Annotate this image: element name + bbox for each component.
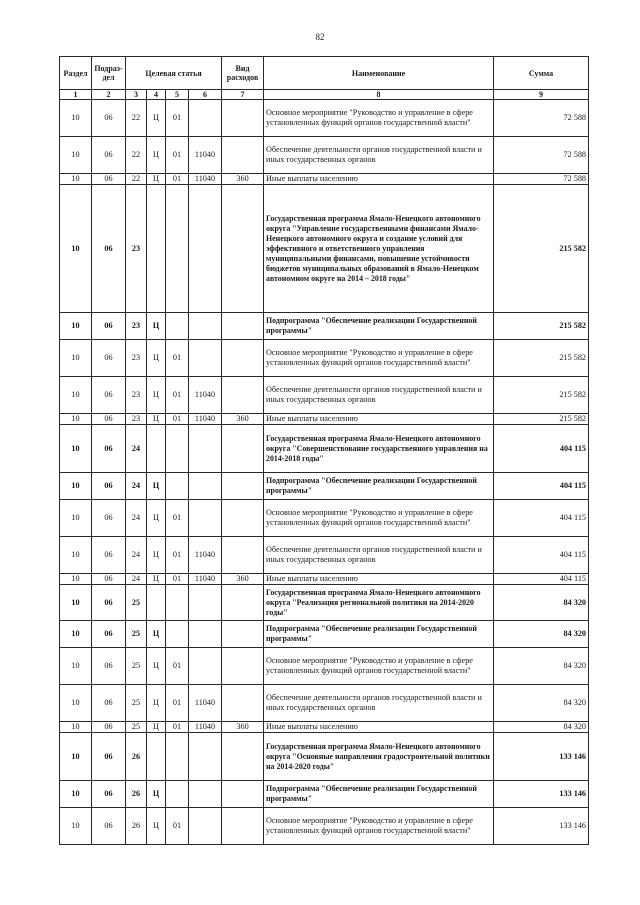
budget-table xyxy=(59,56,589,845)
target-part2-cell: Ц xyxy=(147,621,166,648)
vid-cell xyxy=(222,733,264,781)
target-part2-cell: Ц xyxy=(147,100,166,137)
target-part1-cell: 25 xyxy=(126,585,147,621)
col-number: 1 xyxy=(60,90,92,100)
sum-cell: 84 320 xyxy=(494,722,589,733)
target-part1-cell: 24 xyxy=(126,574,147,585)
target-part4-cell xyxy=(189,473,222,500)
target-part1-cell: 25 xyxy=(126,722,147,733)
vid-cell xyxy=(222,425,264,473)
table-row xyxy=(60,733,589,781)
name-cell: Государственная программа Ямало-Ненецкого автономного округа "Управление государственными финансами Ямало-Ненецкого автономного округа и создание условий для эффективного и ответственного управления муниципальными финансами, повышение устойчивости бюджетов муниципальных образований в Ямало-Ненецком автономном округе на 2014 – 2018 годы" xyxy=(264,185,494,313)
vid-cell xyxy=(222,781,264,808)
table-row xyxy=(60,377,589,414)
razdel-cell: 10 xyxy=(60,377,92,414)
name-cell: Иные выплаты населению xyxy=(264,414,494,425)
target-part4-cell xyxy=(189,808,222,845)
name-cell: Государственная программа Ямало-Ненецкого автономного округа "Основные направления градостроительной политики на 2014-2020 годы" xyxy=(264,733,494,781)
header-target: Целевая статья xyxy=(126,57,222,90)
target-part1-cell: 22 xyxy=(126,174,147,185)
column-number-row xyxy=(60,90,589,100)
target-part2-cell xyxy=(147,585,166,621)
sum-cell: 133 146 xyxy=(494,781,589,808)
razdel-cell: 10 xyxy=(60,808,92,845)
podrazdel-cell: 06 xyxy=(92,733,126,781)
col-number: 3 xyxy=(126,90,147,100)
vid-cell: 360 xyxy=(222,574,264,585)
target-part1-cell: 23 xyxy=(126,185,147,313)
razdel-cell: 10 xyxy=(60,585,92,621)
table-row xyxy=(60,685,589,722)
target-part2-cell xyxy=(147,185,166,313)
col-number: 5 xyxy=(166,90,189,100)
table-row xyxy=(60,340,589,377)
table-header-row xyxy=(60,57,589,90)
target-part1-cell: 26 xyxy=(126,733,147,781)
table-body xyxy=(60,100,589,845)
target-part3-cell: 01 xyxy=(166,648,189,685)
target-part2-cell: Ц xyxy=(147,377,166,414)
target-part1-cell: 23 xyxy=(126,313,147,340)
podrazdel-cell: 06 xyxy=(92,500,126,537)
name-cell: Обеспечение деятельности органов государственной власти и иных государственных органов xyxy=(264,685,494,722)
header-podrazdel: Подраз-дел xyxy=(92,57,126,90)
razdel-cell: 10 xyxy=(60,473,92,500)
col-number: 6 xyxy=(189,90,222,100)
target-part4-cell xyxy=(189,585,222,621)
sum-cell: 215 582 xyxy=(494,414,589,425)
target-part4-cell xyxy=(189,621,222,648)
razdel-cell: 10 xyxy=(60,414,92,425)
razdel-cell: 10 xyxy=(60,722,92,733)
target-part3-cell: 01 xyxy=(166,685,189,722)
vid-cell xyxy=(222,537,264,574)
target-part4-cell xyxy=(189,648,222,685)
name-cell: Иные выплаты населению xyxy=(264,722,494,733)
podrazdel-cell: 06 xyxy=(92,137,126,174)
target-part4-cell: 11040 xyxy=(189,377,222,414)
header-name: Наименование xyxy=(264,57,494,90)
name-cell: Подпрограмма "Обеспечение реализации Государственной программы" xyxy=(264,781,494,808)
name-cell: Основное мероприятие "Руководство и управление в сфере установленных функций органов государственной власти" xyxy=(264,100,494,137)
target-part4-cell: 11040 xyxy=(189,137,222,174)
razdel-cell: 10 xyxy=(60,313,92,340)
name-cell: Обеспечение деятельности органов государственной власти и иных государственных органов xyxy=(264,137,494,174)
table-row xyxy=(60,621,589,648)
target-part4-cell: 11040 xyxy=(189,174,222,185)
sum-cell: 133 146 xyxy=(494,808,589,845)
name-cell: Подпрограмма "Обеспечение реализации Государственной программы" xyxy=(264,621,494,648)
sum-cell: 72 588 xyxy=(494,174,589,185)
table-row xyxy=(60,648,589,685)
sum-cell: 404 115 xyxy=(494,574,589,585)
target-part1-cell: 24 xyxy=(126,425,147,473)
target-part4-cell: 11040 xyxy=(189,414,222,425)
target-part3-cell: 01 xyxy=(166,340,189,377)
target-part1-cell: 22 xyxy=(126,137,147,174)
header-razdel: Раздел xyxy=(60,57,92,90)
target-part2-cell: Ц xyxy=(147,473,166,500)
header-vid: Вид расходов xyxy=(222,57,264,90)
target-part3-cell: 01 xyxy=(166,174,189,185)
target-part2-cell xyxy=(147,733,166,781)
table-row xyxy=(60,473,589,500)
target-part4-cell: 11040 xyxy=(189,685,222,722)
target-part1-cell: 23 xyxy=(126,340,147,377)
sum-cell: 404 115 xyxy=(494,500,589,537)
vid-cell xyxy=(222,185,264,313)
target-part4-cell xyxy=(189,781,222,808)
target-part2-cell xyxy=(147,425,166,473)
table-row xyxy=(60,781,589,808)
table-row xyxy=(60,185,589,313)
razdel-cell: 10 xyxy=(60,137,92,174)
target-part4-cell xyxy=(189,313,222,340)
target-part3-cell: 01 xyxy=(166,137,189,174)
podrazdel-cell: 06 xyxy=(92,174,126,185)
target-part1-cell: 26 xyxy=(126,808,147,845)
target-part1-cell: 26 xyxy=(126,781,147,808)
razdel-cell: 10 xyxy=(60,574,92,585)
target-part4-cell: 11040 xyxy=(189,537,222,574)
col-number: 4 xyxy=(147,90,166,100)
header-sum: Сумма xyxy=(494,57,589,90)
target-part4-cell xyxy=(189,100,222,137)
podrazdel-cell: 06 xyxy=(92,574,126,585)
podrazdel-cell: 06 xyxy=(92,313,126,340)
table-row xyxy=(60,500,589,537)
target-part1-cell: 24 xyxy=(126,537,147,574)
col-number: 8 xyxy=(264,90,494,100)
podrazdel-cell: 06 xyxy=(92,621,126,648)
target-part1-cell: 25 xyxy=(126,648,147,685)
table-row xyxy=(60,722,589,733)
razdel-cell: 10 xyxy=(60,537,92,574)
target-part1-cell: 24 xyxy=(126,473,147,500)
target-part2-cell: Ц xyxy=(147,340,166,377)
name-cell: Подпрограмма "Обеспечение реализации Государственной программы" xyxy=(264,473,494,500)
razdel-cell: 10 xyxy=(60,733,92,781)
vid-cell xyxy=(222,621,264,648)
target-part4-cell xyxy=(189,500,222,537)
podrazdel-cell: 06 xyxy=(92,685,126,722)
table-row xyxy=(60,313,589,340)
podrazdel-cell: 06 xyxy=(92,537,126,574)
target-part2-cell: Ц xyxy=(147,174,166,185)
target-part3-cell: 01 xyxy=(166,722,189,733)
target-part3-cell: 01 xyxy=(166,808,189,845)
target-part1-cell: 23 xyxy=(126,377,147,414)
razdel-cell: 10 xyxy=(60,500,92,537)
podrazdel-cell: 06 xyxy=(92,425,126,473)
target-part2-cell: Ц xyxy=(147,313,166,340)
name-cell: Основное мероприятие "Руководство и управление в сфере установленных функций органов государственной власти" xyxy=(264,500,494,537)
table-row xyxy=(60,585,589,621)
sum-cell: 404 115 xyxy=(494,537,589,574)
razdel-cell: 10 xyxy=(60,685,92,722)
target-part3-cell xyxy=(166,313,189,340)
razdel-cell: 10 xyxy=(60,621,92,648)
vid-cell xyxy=(222,648,264,685)
target-part3-cell xyxy=(166,733,189,781)
podrazdel-cell: 06 xyxy=(92,585,126,621)
col-number: 2 xyxy=(92,90,126,100)
target-part3-cell: 01 xyxy=(166,100,189,137)
vid-cell xyxy=(222,808,264,845)
sum-cell: 84 320 xyxy=(494,621,589,648)
target-part3-cell: 01 xyxy=(166,414,189,425)
table-row xyxy=(60,425,589,473)
target-part3-cell xyxy=(166,621,189,648)
podrazdel-cell: 06 xyxy=(92,377,126,414)
razdel-cell: 10 xyxy=(60,340,92,377)
podrazdel-cell: 06 xyxy=(92,808,126,845)
vid-cell xyxy=(222,473,264,500)
target-part3-cell xyxy=(166,425,189,473)
razdel-cell: 10 xyxy=(60,648,92,685)
target-part2-cell: Ц xyxy=(147,685,166,722)
sum-cell: 133 146 xyxy=(494,733,589,781)
name-cell: Государственная программа Ямало-Ненецкого автономного округа "Совершенствование государственного управления на 2014-2018 годы" xyxy=(264,425,494,473)
razdel-cell: 10 xyxy=(60,185,92,313)
target-part2-cell: Ц xyxy=(147,574,166,585)
target-part2-cell: Ц xyxy=(147,648,166,685)
sum-cell: 84 320 xyxy=(494,648,589,685)
sum-cell: 215 582 xyxy=(494,185,589,313)
col-number: 9 xyxy=(494,90,589,100)
sum-cell: 72 588 xyxy=(494,137,589,174)
sum-cell: 404 115 xyxy=(494,473,589,500)
target-part3-cell xyxy=(166,585,189,621)
target-part3-cell: 01 xyxy=(166,500,189,537)
target-part4-cell xyxy=(189,185,222,313)
target-part4-cell xyxy=(189,425,222,473)
podrazdel-cell: 06 xyxy=(92,473,126,500)
vid-cell xyxy=(222,137,264,174)
target-part2-cell: Ц xyxy=(147,137,166,174)
vid-cell xyxy=(222,100,264,137)
vid-cell: 360 xyxy=(222,722,264,733)
name-cell: Обеспечение деятельности органов государственной власти и иных государственных органов xyxy=(264,377,494,414)
target-part4-cell: 11040 xyxy=(189,722,222,733)
sum-cell: 404 115 xyxy=(494,425,589,473)
col-number: 7 xyxy=(222,90,264,100)
target-part2-cell: Ц xyxy=(147,414,166,425)
name-cell: Подпрограмма "Обеспечение реализации Государственной программы" xyxy=(264,313,494,340)
target-part2-cell: Ц xyxy=(147,500,166,537)
target-part4-cell: 11040 xyxy=(189,574,222,585)
podrazdel-cell: 06 xyxy=(92,100,126,137)
target-part1-cell: 25 xyxy=(126,685,147,722)
sum-cell: 215 582 xyxy=(494,313,589,340)
target-part4-cell xyxy=(189,340,222,377)
table-row xyxy=(60,574,589,585)
vid-cell: 360 xyxy=(222,414,264,425)
name-cell: Основное мероприятие "Руководство и управление в сфере установленных функций органов государственной власти" xyxy=(264,808,494,845)
vid-cell xyxy=(222,500,264,537)
table-row xyxy=(60,808,589,845)
target-part1-cell: 23 xyxy=(126,414,147,425)
target-part3-cell xyxy=(166,185,189,313)
target-part2-cell: Ц xyxy=(147,537,166,574)
podrazdel-cell: 06 xyxy=(92,185,126,313)
target-part2-cell: Ц xyxy=(147,808,166,845)
target-part3-cell: 01 xyxy=(166,537,189,574)
target-part3-cell: 01 xyxy=(166,377,189,414)
target-part3-cell xyxy=(166,473,189,500)
name-cell: Основное мероприятие "Руководство и управление в сфере установленных функций органов государственной власти" xyxy=(264,340,494,377)
podrazdel-cell: 06 xyxy=(92,781,126,808)
vid-cell: 360 xyxy=(222,174,264,185)
target-part2-cell: Ц xyxy=(147,722,166,733)
vid-cell xyxy=(222,340,264,377)
name-cell: Государственная программа Ямало-Ненецкого автономного округа "Реализация региональной политики на 2014-2020 годы" xyxy=(264,585,494,621)
sum-cell: 84 320 xyxy=(494,585,589,621)
name-cell: Обеспечение деятельности органов государственной власти и иных государственных органов xyxy=(264,537,494,574)
razdel-cell: 10 xyxy=(60,174,92,185)
name-cell: Иные выплаты населению xyxy=(264,174,494,185)
target-part4-cell xyxy=(189,733,222,781)
target-part2-cell: Ц xyxy=(147,781,166,808)
table-row xyxy=(60,100,589,137)
vid-cell xyxy=(222,685,264,722)
table-row xyxy=(60,414,589,425)
target-part1-cell: 25 xyxy=(126,621,147,648)
target-part3-cell xyxy=(166,781,189,808)
table-row xyxy=(60,174,589,185)
vid-cell xyxy=(222,313,264,340)
podrazdel-cell: 06 xyxy=(92,340,126,377)
name-cell: Иные выплаты населению xyxy=(264,574,494,585)
razdel-cell: 10 xyxy=(60,100,92,137)
sum-cell: 72 588 xyxy=(494,100,589,137)
target-part1-cell: 22 xyxy=(126,100,147,137)
sum-cell: 84 320 xyxy=(494,685,589,722)
podrazdel-cell: 06 xyxy=(92,648,126,685)
name-cell: Основное мероприятие "Руководство и управление в сфере установленных функций органов государственной власти" xyxy=(264,648,494,685)
vid-cell xyxy=(222,377,264,414)
vid-cell xyxy=(222,585,264,621)
table-row xyxy=(60,537,589,574)
page-number: 82 xyxy=(315,32,325,42)
target-part1-cell: 24 xyxy=(126,500,147,537)
target-part3-cell: 01 xyxy=(166,574,189,585)
sum-cell: 215 582 xyxy=(494,377,589,414)
podrazdel-cell: 06 xyxy=(92,414,126,425)
sum-cell: 215 582 xyxy=(494,340,589,377)
razdel-cell: 10 xyxy=(60,425,92,473)
podrazdel-cell: 06 xyxy=(92,722,126,733)
razdel-cell: 10 xyxy=(60,781,92,808)
table-row xyxy=(60,137,589,174)
